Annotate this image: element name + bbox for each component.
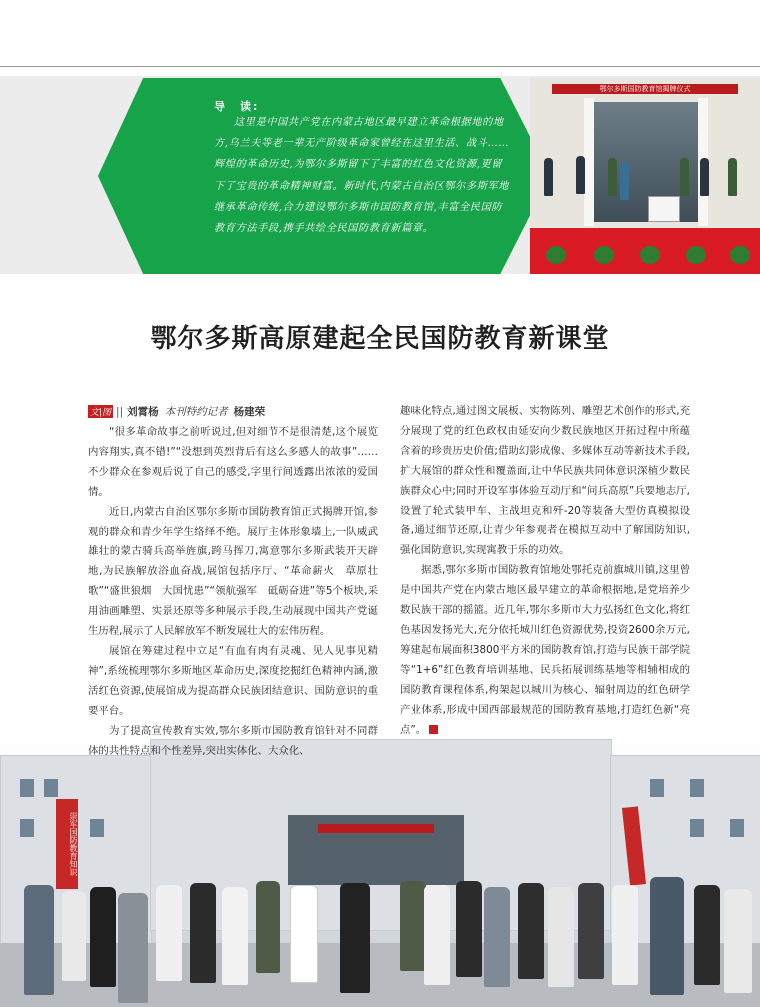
- intro-text: 这里是中国共产党在内蒙古地区最早建立革命根据地的地方,乌兰夫等老一辈无产阶级革命家曾经在这里生活、战斗……辉煌的革命历史,为鄂尔多斯留下了丰富的红色文化资源,更留下了宝贵的革命精神财富。新时代,内蒙古自治区鄂尔多斯军地继承革命传统,合力建设鄂尔多斯市国防教育馆,丰富全民国防教育方法手段,携手共绘全民国防教育新篇章。: [214, 117, 510, 235]
- photo-column: [584, 98, 594, 226]
- photo-person: [728, 158, 737, 196]
- photo-person: [424, 885, 450, 985]
- photo-plant: [730, 246, 750, 264]
- photo-plant: [594, 246, 614, 264]
- photo-person: [694, 885, 720, 985]
- end-mark: G: [429, 725, 438, 734]
- photo-person: [612, 885, 638, 985]
- photo-banner: 崇军国防教育知识: [56, 799, 78, 889]
- photo-person: [24, 885, 54, 995]
- photo-person: [90, 887, 116, 987]
- photo-person: [456, 881, 482, 977]
- paragraph: 为了提高宣传教育实效,鄂尔多斯市国防教育馆针对不同群体的共性特点和个性差异,突出实体化、大众化、: [88, 724, 378, 757]
- header-rule: [0, 66, 760, 67]
- photo-person: [700, 158, 709, 196]
- photo-person: [156, 885, 182, 981]
- byline-tag: 文|图: [88, 405, 113, 418]
- paragraph-text: 据悉,鄂尔多斯市国防教育馆地处鄂托克前旗城川镇,这里曾是中国共产党在内蒙古地区最早建立的革命根据地,是党培养少数民族干部的摇篮。近几年,鄂尔多斯市大力弘扬红色文化,将红色基因发扬光大,充分依托城川红色资源优势,投资2600余万元,筹建起布展面积3800平方米的国防教育馆,打造与民族干部学院等“1+6”红色教育培训基地、民兵拓展训练基地等相辅相成的国防教育课程体系,构架起以城川为核心、辐射周边的红色研学产业体系,形成中国西部最规范的国防教育基地,打造红色新“亮点”。: [400, 564, 690, 736]
- photo-person: [680, 158, 689, 196]
- photo-person: [222, 887, 248, 985]
- photo-person: [650, 877, 684, 995]
- article-title: 鄂尔多斯高原建起全民国防教育新课堂: [150, 324, 610, 354]
- photo-person: [608, 158, 617, 196]
- photo-window: [690, 819, 704, 837]
- photo-person: [576, 156, 585, 194]
- photo-plaque: [648, 196, 680, 222]
- photo-person: [118, 893, 148, 1003]
- article-column-right: [400, 402, 690, 740]
- byline-role: 本刊特约记者: [164, 406, 228, 418]
- photo-person: [62, 891, 86, 981]
- photo-plant: [686, 246, 706, 264]
- byline-author: 刘霄杨: [127, 406, 159, 418]
- photo-person: [620, 162, 629, 200]
- photo-person: [190, 883, 216, 983]
- byline-author: 杨建荣: [233, 406, 266, 418]
- intro-label: 导 读:: [214, 100, 260, 113]
- photo-plant: [640, 246, 660, 264]
- byline-separator: ||: [116, 406, 124, 418]
- photo-sign: 鄂尔多斯国防教育馆揭牌仪式: [552, 84, 738, 94]
- photo-person: [256, 881, 280, 973]
- paragraph: 展馆在筹建过程中立足“有血有肉有灵魂、见人见事见精神”,系统梳理鄂尔多斯地区革命历史,深度挖掘红色精神内涵,激活红色资源,使展馆成为提高群众民族团结意识、国防意识的重要平台。: [88, 644, 378, 717]
- photo-window: [650, 779, 664, 797]
- photo-person: [484, 887, 510, 987]
- paragraph: 趣味化特点,通过图文展板、实物陈列、雕塑艺术创作的形式,充分展现了党的红色政权由延安向少数民族地区开拓过程中所蕴含着的珍贵历史价值;借助幻影成像、多媒体互动等新技术手段,扩大展馆的群众性和覆盖面,让中华民族共同体意识深植少数民族群众心中;同时开设军事体验互动厅和“问兵高原”兵要地志厅,设置了轮式装甲车、主战坦克和歼-20等装备大型仿真模拟设备,通过细节还原,让青少年参观者在模拟互动中了解国防知识,强化国防意识,实现寓教于乐的功效。: [400, 405, 690, 557]
- photo-window: [20, 779, 34, 797]
- paragraph: “很多革命故事之前听说过,但对细节不是很清楚,这个展览内容翔实,真不错!”“没想到英烈背后有这么多感人的故事”……不少群众在参观后说了自己的感受,字里行间透露出浓浓的爱国情。: [88, 426, 378, 498]
- photo-person: [548, 887, 574, 987]
- photo-person: [340, 883, 370, 993]
- photo-window: [44, 779, 58, 797]
- photo-window: [20, 819, 34, 837]
- photo-person: [518, 883, 544, 979]
- photo-window: [690, 779, 704, 797]
- paragraph: [400, 561, 690, 740]
- photo-person: [290, 885, 318, 983]
- photo-window: [90, 819, 104, 837]
- article-column-left: [88, 423, 378, 761]
- ceremony-photo: [530, 78, 760, 274]
- photo-person: [724, 889, 752, 993]
- photo-plant: [546, 246, 566, 264]
- photo-window: [730, 819, 744, 837]
- photo-entrance-sign: [318, 824, 434, 833]
- photo-person: [400, 881, 426, 971]
- photo-person: [578, 883, 604, 979]
- paragraph: 近日,内蒙古自治区鄂尔多斯市国防教育馆正式揭牌开馆,参观的群众和青少年学生络绎不绝。展厅主体形象墙上,一队威武雄壮的蒙古骑兵高举旌旗,跨马挥刀,寓意鄂尔多斯武装开天辟地,为民族解放浴血奋战,展馆包括序厅、“革命薪火 草原壮歌”“盛世狼烟 大国忧患”“领航强军 砥砺奋进”等5个板块,采用油画雕塑、实景还原等多种展示手段,生动展现中国共产党诞生历程,展示了人民解放军不断发展壮大的宏伟历程。: [88, 505, 378, 638]
- byline: [88, 404, 265, 419]
- photo-person: [544, 158, 553, 196]
